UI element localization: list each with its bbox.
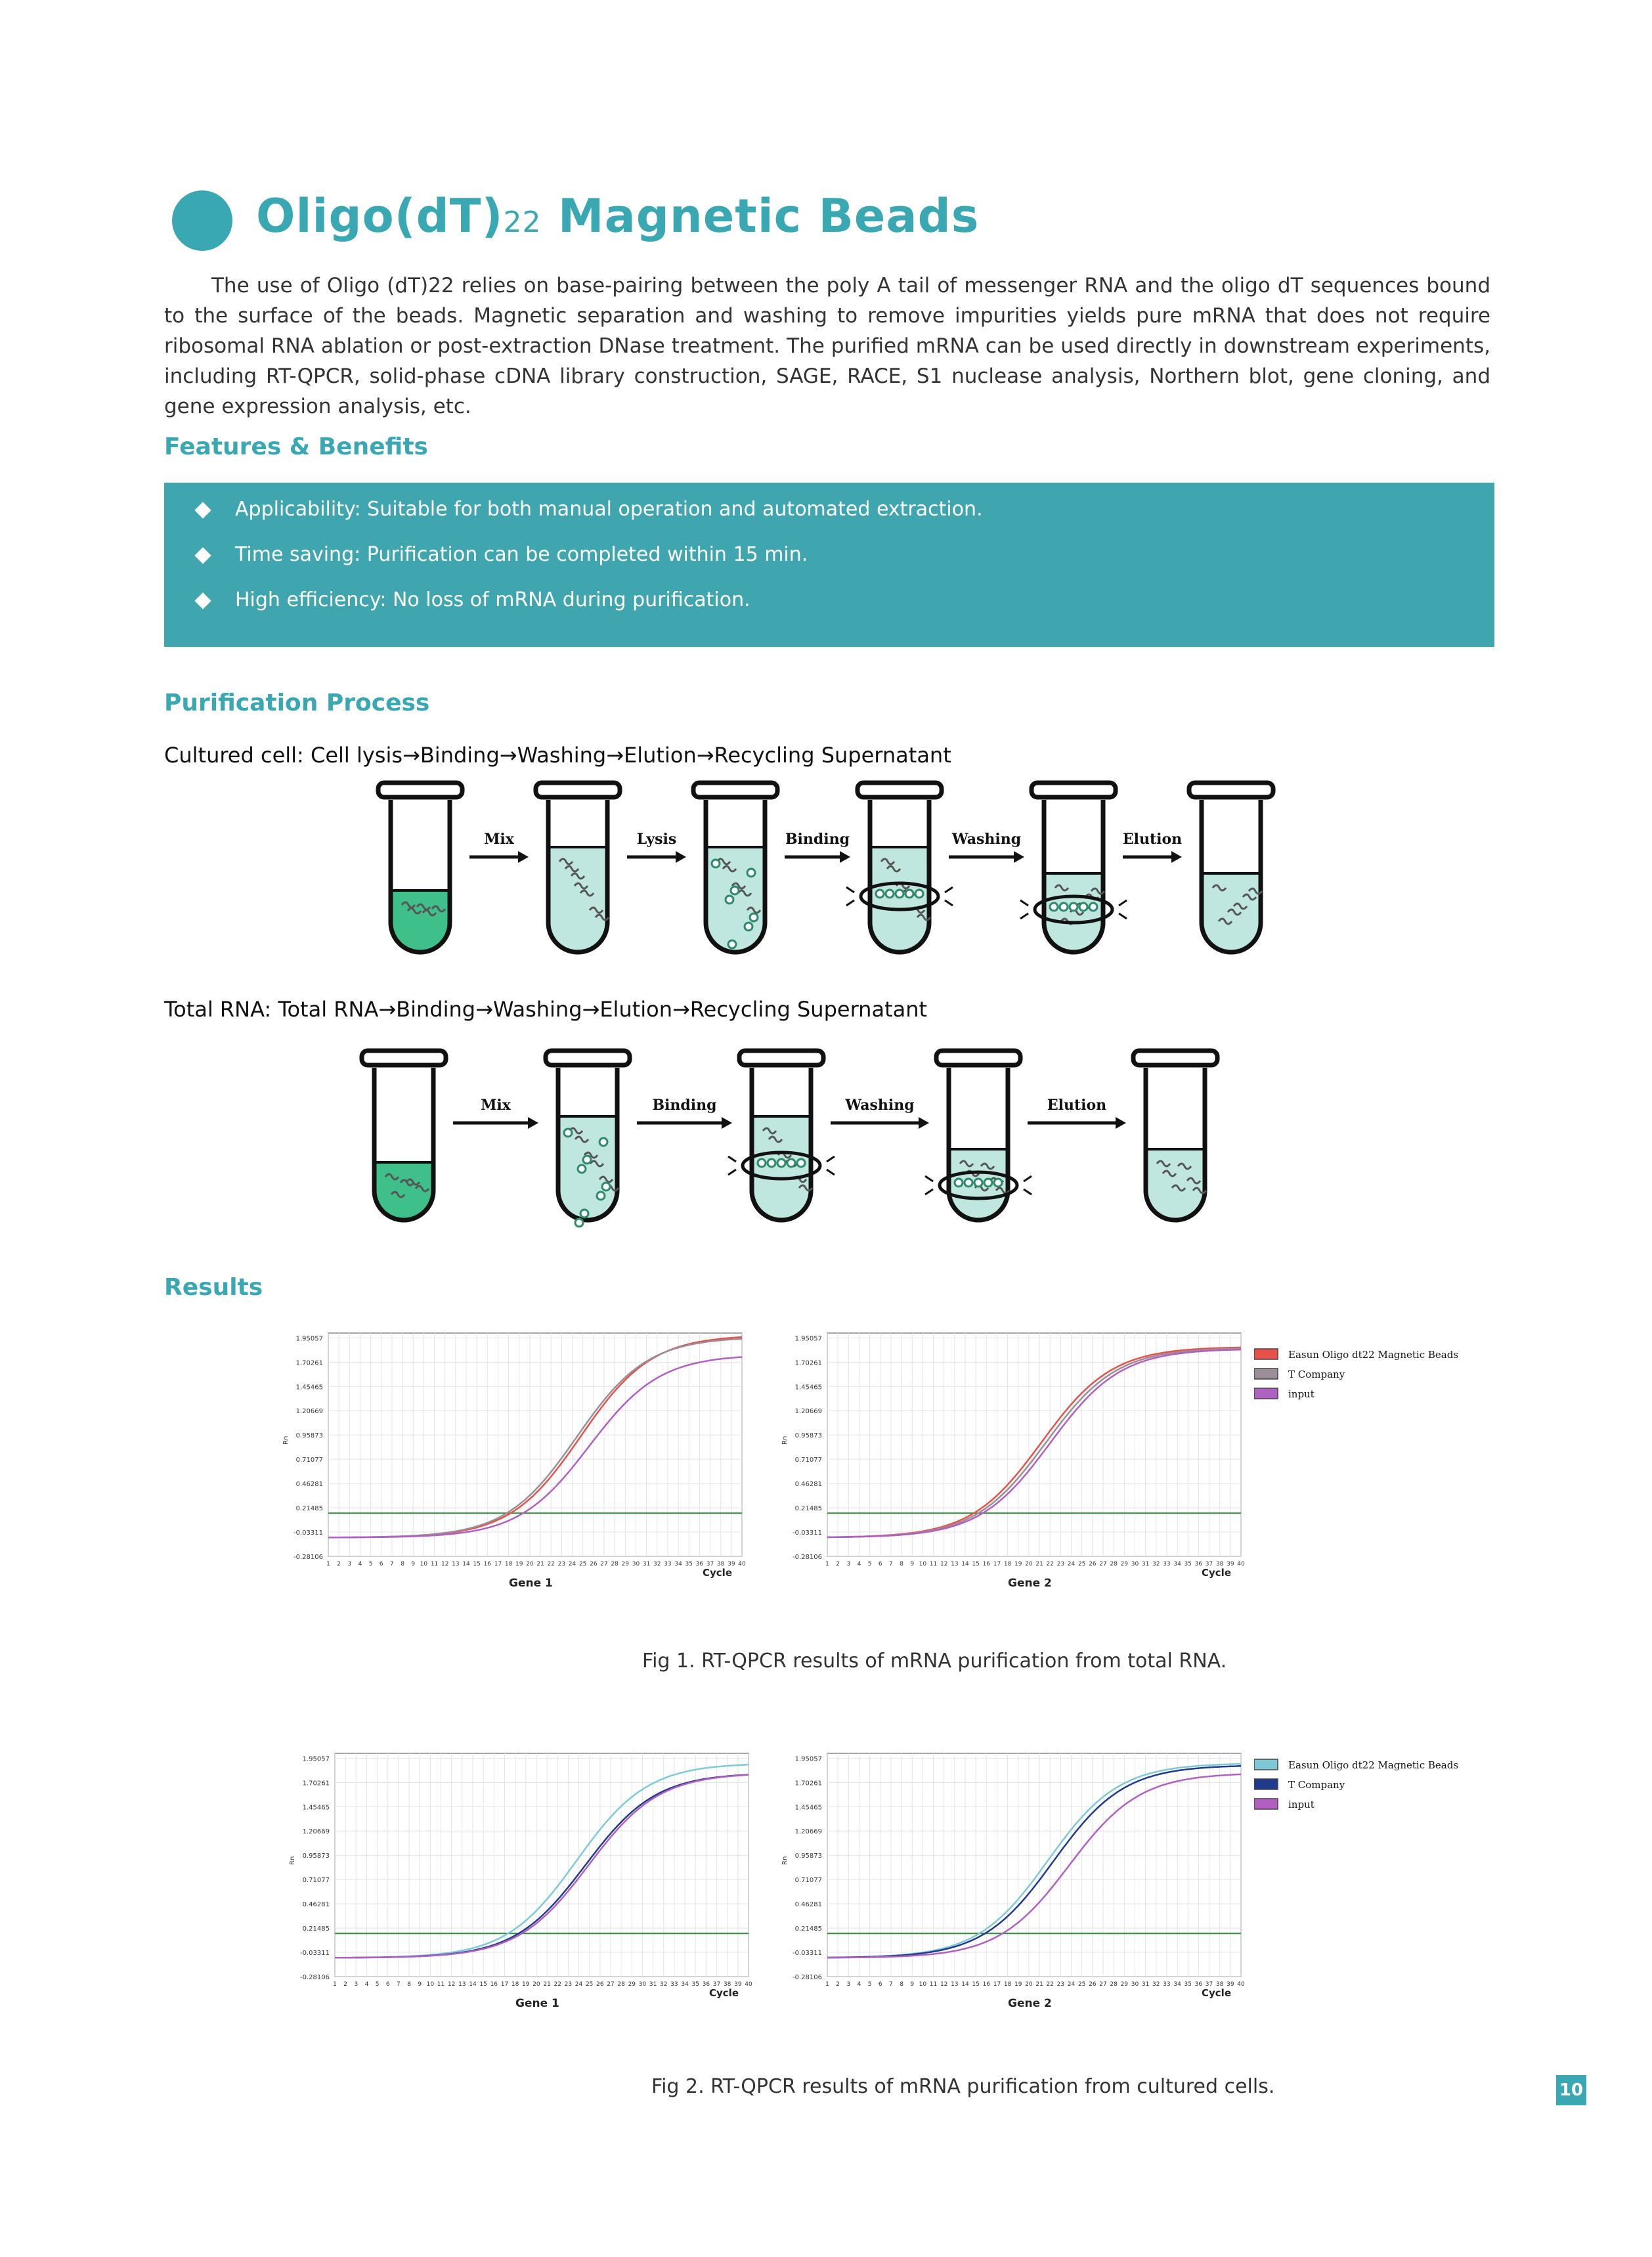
y-tick-label: -0.28106	[793, 1974, 822, 1981]
x-tick-label: 3	[354, 1981, 359, 1988]
x-tick-label: 36	[1194, 1561, 1203, 1567]
x-tick-label: 15	[479, 1981, 487, 1988]
x-tick-label: 13	[951, 1561, 959, 1567]
y-tick-label: -0.03311	[793, 1529, 822, 1537]
y-tick-label: 1.45465	[295, 1384, 323, 1391]
x-tick-label: 33	[1163, 1561, 1171, 1567]
x-tick-label: 26	[1089, 1561, 1097, 1567]
y-tick-label: 0.95873	[302, 1852, 330, 1860]
x-tick-label: 23	[564, 1981, 573, 1988]
x-tick-label: 10	[919, 1981, 927, 1988]
x-tick-label: 5	[375, 1981, 380, 1988]
legend-swatch	[1254, 1369, 1278, 1379]
x-tick-label: 16	[982, 1981, 991, 1988]
x-tick-label: 37	[1205, 1561, 1213, 1567]
features-heading: Features & Benefits	[164, 433, 428, 460]
x-axis-label: Cycle	[1202, 1567, 1231, 1579]
y-tick-label: -0.03311	[793, 1950, 822, 1958]
x-tick-label: 20	[526, 1561, 534, 1567]
results-heading: Results	[164, 1274, 263, 1301]
x-tick-label: 7	[390, 1561, 394, 1567]
x-tick-label: 24	[568, 1561, 576, 1567]
legend-label: T Company	[1288, 1369, 1345, 1380]
y-tick-label: 0.21485	[302, 1925, 330, 1933]
x-tick-label: 14	[961, 1981, 969, 1988]
chart-fig2-gene1	[282, 1747, 768, 2036]
x-tick-label: 3	[846, 1561, 851, 1567]
fig1-caption: Fig 1. RT-QPCR results of mRNA purification from total RNA.	[642, 1650, 1227, 1673]
total-rna-tubes-diagram	[328, 1044, 1300, 1261]
x-tick-label: 4	[857, 1981, 861, 1988]
x-tick-label: 18	[1003, 1981, 1012, 1988]
x-tick-label: 35	[1184, 1561, 1192, 1567]
x-tick-label: 6	[379, 1561, 383, 1567]
x-tick-label: 1	[825, 1561, 829, 1567]
x-tick-label: 22	[1046, 1981, 1054, 1988]
x-tick-label: 1	[333, 1981, 337, 1988]
y-tick-label: 1.20669	[794, 1828, 822, 1836]
x-tick-label: 30	[632, 1561, 640, 1567]
tube	[536, 783, 620, 952]
x-tick-label: 13	[458, 1981, 466, 1988]
arrow-label: Elution	[1122, 831, 1183, 848]
x-tick-label: 12	[940, 1981, 948, 1988]
x-axis-label: Cycle	[1202, 1987, 1231, 1999]
x-tick-label: 2	[343, 1981, 348, 1988]
x-tick-label: 36	[695, 1561, 704, 1567]
x-tick-label: 11	[437, 1981, 445, 1988]
chart-fig1-gene2	[775, 1326, 1261, 1615]
x-tick-label: 14	[462, 1561, 470, 1567]
diamond-bullet-icon	[194, 502, 211, 518]
tube	[378, 783, 462, 952]
legend-swatch	[1254, 1759, 1278, 1770]
x-tick-label: 5	[368, 1561, 373, 1567]
process-heading: Purification Process	[164, 690, 430, 716]
x-tick-label: 38	[716, 1561, 725, 1567]
y-tick-label: 1.20669	[295, 1408, 323, 1416]
legend-label: Easun Oligo dt22 Magnetic Beads	[1288, 1759, 1459, 1771]
x-tick-label: 7	[889, 1561, 893, 1567]
x-tick-label: 13	[951, 1981, 959, 1988]
x-tick-label: 15	[972, 1981, 980, 1988]
arrow-label: Mix	[481, 1097, 511, 1114]
x-tick-label: 36	[1194, 1981, 1203, 1988]
x-tick-label: 40	[1237, 1561, 1245, 1567]
x-tick-label: 21	[1035, 1981, 1043, 1988]
x-tick-label: 21	[1035, 1561, 1043, 1567]
x-tick-label: 10	[426, 1981, 435, 1988]
x-tick-label: 25	[1077, 1561, 1086, 1567]
process-arrow	[785, 831, 850, 863]
y-tick-label: 1.20669	[794, 1408, 822, 1416]
legend-entry	[1254, 1799, 1315, 1810]
y-tick-label: 1.70261	[794, 1780, 822, 1787]
x-tick-label: 37	[1205, 1981, 1213, 1988]
y-axis-label: Rn	[781, 1856, 789, 1865]
x-tick-label: 7	[889, 1981, 893, 1988]
arrow-label: Mix	[484, 831, 514, 848]
tube	[1020, 783, 1127, 952]
legend-swatch	[1254, 1779, 1278, 1789]
plot-area	[827, 1333, 1241, 1556]
x-tick-label: 35	[685, 1561, 693, 1567]
x-tick-label: 26	[590, 1561, 598, 1567]
arrow-label: Elution	[1047, 1097, 1107, 1114]
x-tick-label: 14	[469, 1981, 477, 1988]
intro-paragraph: The use of Oligo (dT)22 relies on base-pairing between the poly A tail of messenger RNA and the oligo dT sequences bound to the surface of the beads. Magnetic separation and washing to remove impurities yields pure mRNA that does not require ribosomal RNA ablation or post-extraction DNase treatment. The purified mRNA can be used directly in downstream experiments, including RT-QPCR, solid-phase cDNA library construction, SAGE, RACE, S1 nuclease analysis, Northern blot, gene cloning, and gene expression analysis, etc.	[164, 274, 1490, 418]
total-rna-flow: Total RNA: Total RNA→Binding→Washing→Elution→Recycling Supernatant	[164, 997, 928, 1022]
arrow-label: Binding	[652, 1097, 717, 1114]
y-tick-label: 1.45465	[302, 1804, 330, 1812]
x-tick-label: 6	[385, 1981, 390, 1988]
gene-label: Gene 1	[515, 1997, 559, 2010]
legend-entry	[1254, 1388, 1315, 1400]
x-tick-label: 11	[430, 1561, 439, 1567]
x-tick-label: 28	[617, 1981, 625, 1988]
x-tick-label: 11	[929, 1981, 938, 1988]
x-tick-label: 22	[547, 1561, 555, 1567]
x-tick-label: 17	[494, 1561, 502, 1567]
tube	[846, 783, 953, 952]
y-axis-label: Rn	[781, 1435, 789, 1445]
x-tick-label: 8	[900, 1561, 903, 1567]
legend-entry	[1254, 1349, 1458, 1361]
x-tick-label: 38	[1215, 1561, 1224, 1567]
x-tick-label: 20	[1025, 1561, 1033, 1567]
x-tick-label: 2	[836, 1981, 840, 1988]
chart-fig1-gene1	[276, 1326, 762, 1615]
x-tick-label: 28	[1110, 1561, 1118, 1567]
title-bullet-icon	[172, 190, 232, 251]
page-number: 10	[1556, 2075, 1586, 2105]
x-tick-label: 23	[557, 1561, 566, 1567]
y-tick-label: 1.70261	[794, 1359, 822, 1367]
page-title: Oligo(dT)22 Magnetic Beads	[256, 189, 980, 243]
x-tick-label: 36	[702, 1981, 710, 1988]
x-tick-label: 35	[1184, 1981, 1192, 1988]
plot-area	[328, 1333, 742, 1556]
y-tick-label: 0.71077	[295, 1457, 323, 1464]
x-tick-label: 9	[418, 1981, 422, 1988]
x-tick-label: 40	[745, 1981, 752, 1988]
y-axis-label: Rn	[282, 1435, 290, 1445]
process-arrow	[453, 1097, 538, 1129]
x-tick-label: 24	[1067, 1981, 1076, 1988]
x-tick-label: 32	[660, 1981, 668, 1988]
tube	[728, 1051, 835, 1220]
x-tick-label: 39	[1227, 1561, 1234, 1567]
y-tick-label: 0.21485	[295, 1505, 323, 1513]
x-tick-label: 5	[867, 1561, 872, 1567]
x-tick-label: 8	[401, 1561, 404, 1567]
x-tick-label: 35	[691, 1981, 699, 1988]
y-tick-label: 1.45465	[794, 1804, 822, 1812]
chart-legend-fig1	[1254, 1346, 1530, 1418]
x-tick-label: 30	[638, 1981, 647, 1988]
x-tick-label: 20	[1025, 1981, 1033, 1988]
x-tick-label: 3	[347, 1561, 352, 1567]
x-tick-label: 10	[919, 1561, 927, 1567]
feature-item: High efficiency: No loss of mRNA during purification.	[197, 588, 750, 611]
x-tick-label: 30	[1131, 1561, 1139, 1567]
x-tick-label: 31	[1141, 1561, 1150, 1567]
x-tick-label: 18	[1003, 1561, 1012, 1567]
y-tick-label: 0.71077	[794, 1457, 822, 1464]
x-tick-label: 34	[1173, 1981, 1181, 1988]
x-tick-label: 12	[441, 1561, 449, 1567]
x-tick-label: 17	[500, 1981, 509, 1988]
gene-label: Gene 1	[509, 1577, 553, 1590]
x-tick-label: 19	[1014, 1561, 1022, 1567]
x-tick-label: 29	[621, 1561, 630, 1567]
tube	[362, 1051, 446, 1220]
x-tick-label: 27	[607, 1981, 615, 1988]
x-tick-label: 16	[490, 1981, 498, 1988]
y-tick-label: 1.95057	[794, 1755, 822, 1763]
tube	[693, 783, 777, 952]
y-tick-label: 0.46281	[794, 1901, 822, 1909]
arrow-label: Washing	[951, 831, 1022, 848]
x-tick-label: 8	[407, 1981, 411, 1988]
y-axis-label: Rn	[289, 1856, 296, 1865]
y-tick-label: -0.03311	[300, 1950, 330, 1958]
y-tick-label: -0.28106	[300, 1974, 330, 1981]
x-tick-label: 15	[972, 1561, 980, 1567]
x-tick-label: 33	[1163, 1981, 1171, 1988]
x-tick-label: 11	[929, 1561, 938, 1567]
fig2-caption: Fig 2. RT-QPCR results of mRNA purification from cultured cells.	[651, 2075, 1275, 2098]
x-tick-label: 37	[712, 1981, 721, 1988]
arrow-label: Washing	[845, 1097, 915, 1114]
y-tick-label: -0.28106	[793, 1554, 822, 1561]
x-tick-label: 40	[1237, 1981, 1245, 1988]
y-tick-label: 1.20669	[302, 1828, 330, 1836]
x-tick-label: 18	[504, 1561, 513, 1567]
x-tick-label: 16	[483, 1561, 492, 1567]
tube	[546, 1051, 630, 1227]
y-tick-label: 0.71077	[302, 1877, 330, 1885]
y-tick-label: 0.71077	[794, 1877, 822, 1885]
y-tick-label: 1.45465	[794, 1384, 822, 1391]
legend-swatch	[1254, 1799, 1278, 1809]
x-tick-label: 34	[681, 1981, 689, 1988]
x-tick-label: 31	[642, 1561, 651, 1567]
x-tick-label: 33	[664, 1561, 672, 1567]
y-tick-label: 1.95057	[295, 1335, 323, 1343]
legend-swatch	[1254, 1388, 1278, 1399]
gene-label: Gene 2	[1008, 1997, 1052, 2010]
gene-label: Gene 2	[1008, 1577, 1052, 1590]
x-tick-label: 7	[397, 1981, 401, 1988]
x-tick-label: 24	[575, 1981, 583, 1988]
y-tick-label: 0.46281	[794, 1481, 822, 1489]
chart-fig2-gene2	[775, 1747, 1261, 2036]
y-tick-label: 1.95057	[302, 1755, 330, 1763]
y-tick-label: 0.46281	[302, 1901, 330, 1909]
x-tick-label: 25	[585, 1981, 594, 1988]
x-tick-label: 3	[846, 1981, 851, 1988]
x-tick-label: 39	[728, 1561, 735, 1567]
x-tick-label: 1	[326, 1561, 330, 1567]
x-tick-label: 34	[1173, 1561, 1181, 1567]
y-tick-label: 1.95057	[794, 1335, 822, 1343]
x-tick-label: 23	[1056, 1561, 1065, 1567]
y-tick-label: -0.03311	[293, 1529, 323, 1537]
x-tick-label: 4	[857, 1561, 861, 1567]
legend-entry	[1254, 1369, 1345, 1380]
x-tick-label: 19	[1014, 1981, 1022, 1988]
x-tick-label: 14	[961, 1561, 969, 1567]
diamond-bullet-icon	[194, 592, 211, 609]
legend-label: T Company	[1288, 1779, 1345, 1791]
chart-legend-fig2	[1254, 1757, 1530, 1829]
x-tick-label: 9	[910, 1561, 915, 1567]
x-tick-label: 9	[910, 1981, 915, 1988]
x-tick-label: 2	[836, 1561, 840, 1567]
x-tick-label: 26	[596, 1981, 604, 1988]
x-tick-label: 21	[543, 1981, 551, 1988]
x-axis-label: Cycle	[709, 1987, 739, 1999]
x-tick-label: 4	[358, 1561, 362, 1567]
tube	[1133, 1051, 1217, 1220]
x-tick-label: 17	[993, 1981, 1001, 1988]
x-tick-label: 37	[706, 1561, 714, 1567]
x-tick-label: 17	[993, 1561, 1001, 1567]
y-tick-label: 0.46281	[295, 1481, 323, 1489]
process-arrow	[1028, 1097, 1126, 1129]
x-tick-label: 26	[1089, 1981, 1097, 1988]
x-tick-label: 25	[578, 1561, 587, 1567]
legend-entry	[1254, 1779, 1345, 1791]
x-tick-label: 16	[982, 1561, 991, 1567]
x-tick-label: 23	[1056, 1981, 1065, 1988]
x-tick-label: 6	[878, 1981, 882, 1988]
x-tick-label: 28	[611, 1561, 619, 1567]
process-arrow	[469, 831, 529, 863]
y-tick-label: 0.95873	[794, 1432, 822, 1440]
legend-label: input	[1288, 1799, 1315, 1810]
tube	[925, 1051, 1032, 1220]
x-tick-label: 19	[515, 1561, 523, 1567]
x-tick-label: 29	[628, 1981, 636, 1988]
x-tick-label: 27	[600, 1561, 608, 1567]
process-arrow	[831, 1097, 929, 1129]
process-arrow	[637, 1097, 732, 1129]
x-tick-label: 28	[1110, 1981, 1118, 1988]
x-tick-label: 29	[1120, 1981, 1129, 1988]
x-tick-label: 19	[522, 1981, 530, 1988]
x-tick-label: 30	[1131, 1981, 1139, 1988]
legend-swatch	[1254, 1349, 1278, 1359]
x-tick-label: 9	[411, 1561, 416, 1567]
x-tick-label: 32	[1152, 1561, 1160, 1567]
x-tick-label: 25	[1077, 1981, 1086, 1988]
cultured-cell-flow: Cultured cell: Cell lysis→Binding→Washing→Elution→Recycling Supernatant	[164, 743, 951, 768]
x-tick-label: 18	[511, 1981, 519, 1988]
x-tick-label: 29	[1120, 1561, 1129, 1567]
x-tick-label: 34	[674, 1561, 682, 1567]
x-tick-label: 31	[1141, 1981, 1150, 1988]
x-tick-label: 15	[473, 1561, 481, 1567]
y-tick-label: 0.21485	[794, 1505, 822, 1513]
plot-area	[827, 1753, 1241, 1977]
x-tick-label: 39	[1227, 1981, 1234, 1988]
cultured-cell-tubes-diagram	[328, 775, 1300, 972]
x-tick-label: 12	[940, 1561, 948, 1567]
x-tick-label: 38	[1215, 1981, 1224, 1988]
x-tick-label: 5	[867, 1981, 872, 1988]
x-tick-label: 40	[738, 1561, 746, 1567]
x-tick-label: 27	[1099, 1981, 1107, 1988]
x-tick-label: 21	[536, 1561, 544, 1567]
x-tick-label: 31	[649, 1981, 657, 1988]
x-tick-label: 24	[1067, 1561, 1076, 1567]
x-tick-label: 33	[670, 1981, 678, 1988]
x-tick-label: 39	[734, 1981, 742, 1988]
x-tick-label: 22	[1046, 1561, 1054, 1567]
legend-entry	[1254, 1759, 1458, 1771]
x-tick-label: 38	[723, 1981, 731, 1988]
y-tick-label: 0.95873	[794, 1852, 822, 1860]
y-tick-label: 1.70261	[302, 1780, 330, 1787]
x-tick-label: 32	[653, 1561, 661, 1567]
feature-item: Applicability: Suitable for both manual operation and automated extraction.	[197, 498, 983, 521]
legend-label: Easun Oligo dt22 Magnetic Beads	[1288, 1349, 1459, 1361]
process-arrow	[1123, 831, 1182, 863]
y-tick-label: 0.21485	[794, 1925, 822, 1933]
x-tick-label: 20	[533, 1981, 540, 1988]
x-tick-label: 2	[337, 1561, 341, 1567]
process-arrow	[949, 831, 1024, 863]
x-axis-label: Cycle	[703, 1567, 732, 1579]
x-tick-label: 4	[364, 1981, 369, 1988]
y-tick-label: -0.28106	[293, 1554, 323, 1561]
y-tick-label: 1.70261	[295, 1359, 323, 1367]
x-tick-label: 10	[420, 1561, 428, 1567]
plot-area	[335, 1753, 749, 1977]
arrow-label: Lysis	[636, 831, 677, 848]
x-tick-label: 13	[452, 1561, 460, 1567]
x-tick-label: 22	[554, 1981, 561, 1988]
diamond-bullet-icon	[194, 547, 211, 563]
x-tick-label: 27	[1099, 1561, 1107, 1567]
y-tick-label: 0.95873	[295, 1432, 323, 1440]
x-tick-label: 32	[1152, 1981, 1160, 1988]
x-tick-label: 1	[825, 1981, 829, 1988]
x-tick-label: 6	[878, 1561, 882, 1567]
x-tick-label: 12	[447, 1981, 456, 1988]
arrow-label: Binding	[785, 831, 850, 848]
legend-label: input	[1288, 1388, 1315, 1400]
x-tick-label: 8	[900, 1981, 903, 1988]
tube	[1189, 783, 1273, 952]
process-arrow	[627, 831, 686, 863]
feature-item: Time saving: Purification can be completed within 15 min.	[197, 543, 808, 566]
